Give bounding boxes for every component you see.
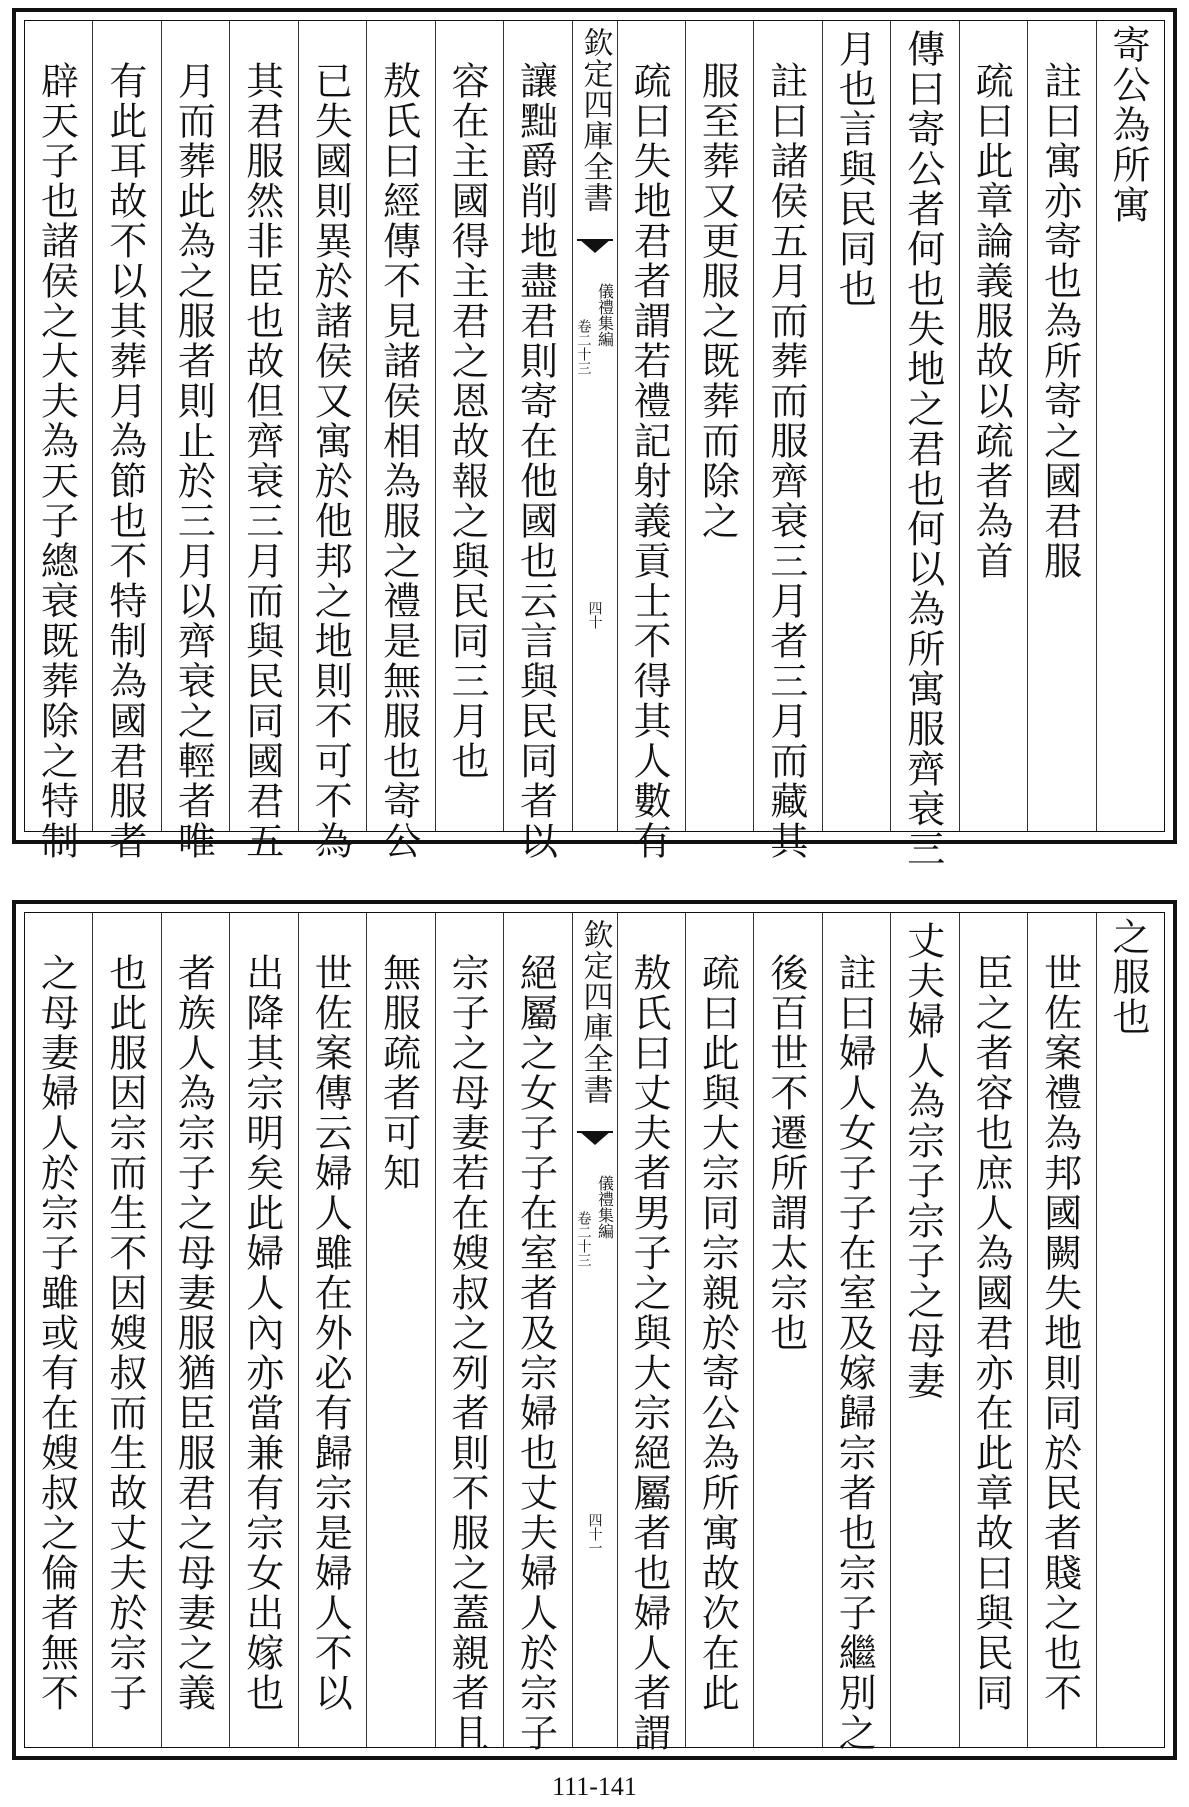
- column-text: 世佐案禮為邦國闕失地則同於民者賤之也不: [1037, 953, 1082, 1713]
- text-column: [959, 21, 1027, 831]
- text-column: [890, 21, 958, 869]
- page-number: 四十: [586, 601, 603, 629]
- column-text: 者族人為宗子之母妻服猶臣服君之母妻之義: [171, 953, 216, 1713]
- text-column: [753, 913, 821, 1747]
- column-text: 出降其宗明矣此婦人內亦當兼有宗女出嫁也: [239, 953, 284, 1713]
- column-text: 寄公為所寓: [1106, 25, 1150, 225]
- column-text: 辟天子也諸侯之大夫為天子總衰既葬除之特制: [34, 61, 79, 861]
- text-column: [959, 913, 1027, 1747]
- column-text: 臣之者容也庶人為國君亦在此章故曰與民同: [969, 953, 1014, 1713]
- footer-page-label: 111-141: [552, 1772, 637, 1801]
- column-text: 絕屬之女子子在室者及宗婦也丈夫婦人於宗子: [513, 953, 558, 1753]
- column-text: 已失國則異於諸侯又寓於他邦之地則不可不為: [308, 61, 353, 861]
- fish-tail-mark: [577, 239, 613, 267]
- page-number: 四十一: [586, 1513, 603, 1555]
- fish-tail-mark: [577, 1131, 613, 1159]
- column-text: 疏曰失地君者謂若禮記射義貢士不得其人數有: [626, 61, 671, 861]
- juan-number: 卷二十三: [575, 1211, 592, 1267]
- center-fold-column: [572, 913, 617, 1747]
- text-column: [161, 21, 229, 861]
- text-column: [298, 913, 366, 1747]
- column-text: 其君服然非臣也故但齊衰三月而與民同國君五: [239, 61, 284, 861]
- bottom-page: [12, 900, 1177, 1760]
- text-column: [1096, 21, 1164, 831]
- text-column: [1027, 913, 1095, 1747]
- text-column: [822, 913, 890, 1753]
- text-column: [435, 913, 503, 1753]
- text-column: [617, 21, 685, 861]
- text-column: [503, 21, 571, 861]
- book-title: 儀禮集編: [595, 1175, 615, 1239]
- text-column: [685, 913, 753, 1747]
- bottom-page-columns: [25, 913, 1164, 1753]
- column-text: 疏曰此章論義服故以疏者為首: [969, 61, 1014, 581]
- column-text: 讓黜爵削地盡君則寄在他國也云言與民同者以: [513, 61, 558, 861]
- text-column: [92, 913, 160, 1747]
- column-text: 丈夫婦人為宗子宗子之母妻: [900, 921, 945, 1401]
- column-text: 有此耳故不以其葬月為節也不特制為國君服者: [102, 61, 147, 861]
- top-page: [12, 8, 1177, 869]
- library-title: 欽定四庫全書: [577, 919, 613, 1105]
- bottom-page-frame: [24, 912, 1165, 1753]
- column-text: 敖氏曰丈夫者男子之與大宗絕屬者也婦人者謂: [626, 953, 671, 1753]
- column-text: 註曰婦人女子子在室及嫁歸宗者也宗子繼別之: [832, 953, 877, 1753]
- library-title: 欽定四庫全書: [577, 27, 613, 213]
- column-text: 之母妻婦人於宗子雖或有在嫂叔之倫者無不: [34, 953, 79, 1713]
- column-text: 傳曰寄公者何也失地之君也何以為所寓服齊衰三: [900, 29, 945, 869]
- text-column: [25, 913, 92, 1747]
- column-text: 服至葬又更服之既葬而除之: [695, 61, 740, 541]
- column-text: 疏曰此與大宗同宗親於寄公為所寓故次在此: [695, 953, 740, 1713]
- top-page-columns: [25, 21, 1164, 869]
- column-text: 容在主國得主君之恩故報之與民同三月也: [445, 61, 490, 781]
- text-column: [229, 913, 297, 1747]
- column-text: 世佐案傳云婦人雖在外必有歸宗是婦人不以: [308, 953, 353, 1713]
- text-column: [753, 21, 821, 861]
- column-text: 註曰諸侯五月而葬而服齊衰三月者三月而藏其: [763, 61, 808, 861]
- column-text: 宗子之母妻若在嫂叔之列者則不服之蓋親者且: [445, 953, 490, 1753]
- text-column: [890, 913, 958, 1747]
- text-column: [1027, 21, 1095, 831]
- text-column: [822, 21, 890, 831]
- text-column: [366, 913, 434, 1747]
- text-column: [366, 21, 434, 861]
- column-text: 無服疏者可知: [376, 953, 421, 1193]
- text-column: [92, 21, 160, 861]
- center-fold-column: [572, 21, 617, 831]
- text-column: [1096, 913, 1164, 1747]
- column-text: 註曰寓亦寄也為所寄之國君服: [1037, 61, 1082, 581]
- text-column: [25, 21, 92, 861]
- top-page-frame: [24, 20, 1165, 869]
- column-text: 月而葬此為之服者則止於三月以齊衰之輕者唯: [171, 61, 216, 861]
- text-column: [298, 21, 366, 861]
- juan-number: 卷二十三: [575, 319, 592, 375]
- text-column: [161, 913, 229, 1747]
- text-column: [617, 913, 685, 1753]
- text-column: [685, 21, 753, 831]
- book-title: 儀禮集編: [595, 283, 615, 347]
- text-column: [503, 913, 571, 1753]
- column-text: 月也言與民同也: [832, 29, 877, 309]
- column-text: 之服也: [1106, 917, 1150, 1037]
- text-column: [435, 21, 503, 831]
- column-text: 敖氏曰經傳不見諸侯相為服之禮是無服也寄公: [376, 61, 421, 861]
- column-text: 也此服因宗而生不因嫂叔而生故丈夫於宗子: [102, 953, 147, 1713]
- column-text: 後百世不遷所謂太宗也: [763, 953, 808, 1353]
- text-column: [229, 21, 297, 861]
